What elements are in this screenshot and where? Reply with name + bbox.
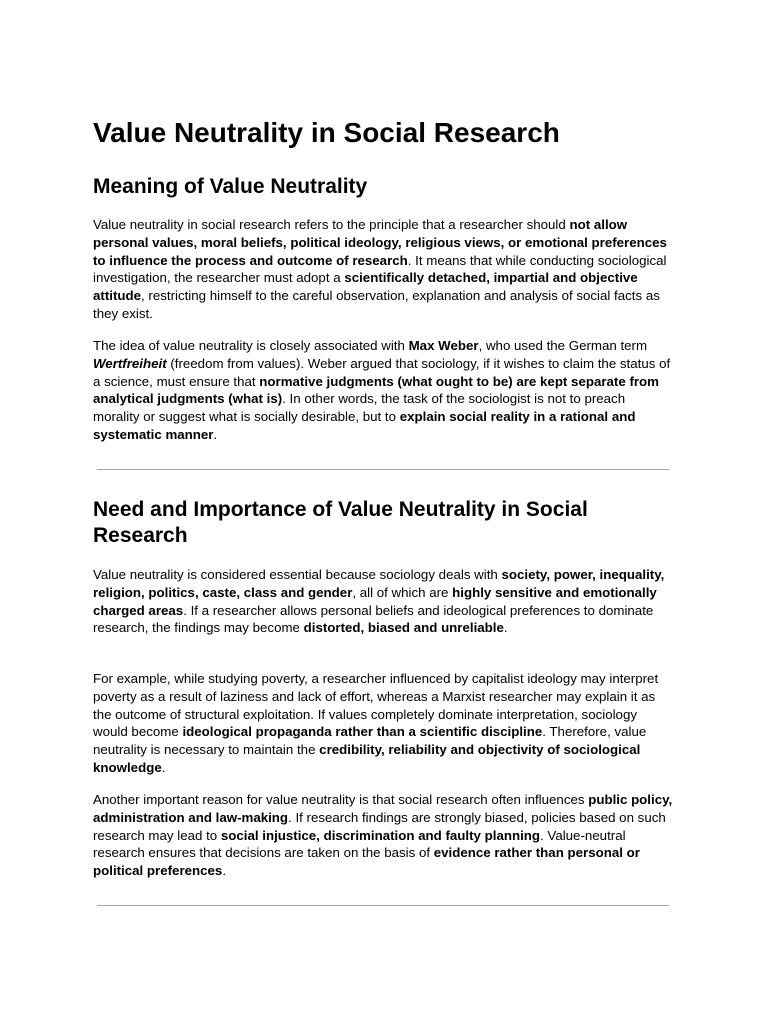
- bold-text: society, power, inequality, religion, politics, caste, class and gender: [93, 567, 665, 600]
- bold-text: highly sensitive and emotionally charged areas: [93, 584, 657, 618]
- bold-text: Max Weber: [408, 338, 479, 353]
- bold-text: distorted, biased and unreliable: [303, 620, 504, 636]
- section-divider: [97, 469, 669, 470]
- paragraph: For example, while studying poverty, a researcher influenced by capitalist ideology may interpret poverty as a result of laziness and lack of effort, whereas a Marxist researcher may explain it as the outcome of structural exploitation. If values completely dominate interpretation, sociology would become ideological propaganda rather than a scientific discipline. Therefore, value neutrality is necessary to maintain the credibility, reliability and objectivity of sociological knowledge.: [93, 671, 659, 775]
- paragraph: Another important reason for value neutrality is that social research often influences public policy, administration and law-making. If research findings are strongly biased, policies based on such research may lead to social injustice, discrimination and faulty planning. Value-neutral research ensures that decisions are taken on the basis of evidence rather than personal or political preferences.: [93, 792, 673, 879]
- bold-text: public policy, administration and law-making: [93, 792, 673, 825]
- paragraph: Value neutrality in social research refers to the principle that a researcher should not allow personal values, moral beliefs, political ideology, religious views, or emotional preferences to influence the process and outcome of research. It means that while conducting sociological investigation, the researcher must adopt a scientifically detached, impartial and objective attitude, restricting himself to the careful observation, explanation and analysis of social facts as they exist.: [93, 217, 667, 321]
- bold-text: credibility, reliability and objectivity of sociological knowledge: [93, 742, 641, 775]
- page-title: Value Neutrality in Social Research: [93, 117, 560, 148]
- bold-text: normative judgments (what ought to be) are kept separate from analytical judgments (what is): [93, 373, 660, 407]
- bold-text: explain social reality in a rational and systematic manner: [93, 409, 636, 442]
- section-heading-importance: Need and Importance of Value Neutrality in Social Research: [93, 498, 588, 547]
- paragraph: Value neutrality is considered essential because sociology deals with society, power, inequality, religion, politics, caste, class and gender, all of which are highly sensitive and emotionally charged areas. If a researcher allows personal beliefs and ideological preferences to dominate research, the findings may become distorted, biased and unreliable.: [93, 567, 665, 636]
- paragraph: The idea of value neutrality is closely associated with Max Weber, who used the German term Wertfreiheit (freedom from values). Weber argued that sociology, if it wishes to claim the status of a science, must ensure that normative judgments (what ought to be) are kept separate from analytical judgments (what is). In other words, the task of the sociologist is not to preach morality or suggest what is socially desirable, but to explain social reality in a rational and systematic manner.: [93, 338, 671, 442]
- bold-text: not allow personal values, moral beliefs, political ideology, religious views, or emotional preferences to influence the process and outcome of research: [93, 217, 667, 268]
- bold-text: scientifically detached, impartial and objective attitude: [93, 270, 638, 304]
- bold-text: ideological propaganda rather than a scientific discipline: [182, 724, 543, 740]
- bold-text: social injustice, discrimination and faulty planning: [220, 827, 541, 843]
- section-heading-meaning: Meaning of Value Neutrality: [93, 175, 368, 198]
- section-divider: [97, 905, 669, 906]
- bold-text: evidence rather than personal or political preferences: [93, 845, 640, 879]
- emphasis-text: Wertfreiheit: [93, 355, 167, 371]
